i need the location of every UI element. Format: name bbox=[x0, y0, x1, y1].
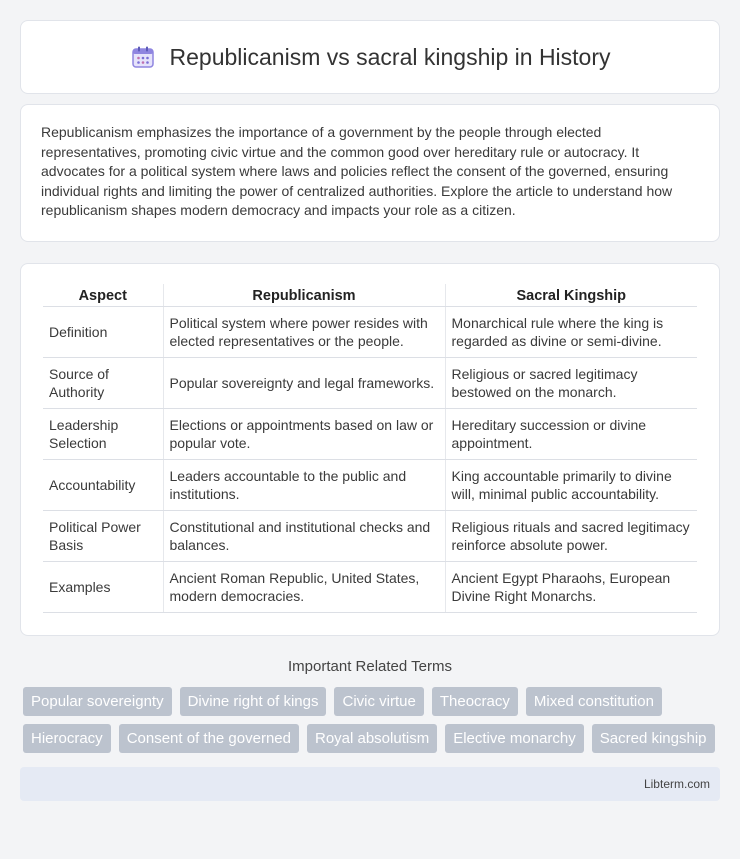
cell-republicanism: Ancient Roman Republic, United States, modern democracies. bbox=[163, 561, 445, 612]
header-sacral-kingship: Sacral Kingship bbox=[445, 284, 697, 307]
intro-paragraph: Republicanism emphasizes the importance of a government by the people through elected representatives, promoting civic virtue and the common good over hereditary rule or autocracy. It advocates for a political system where laws and policies reflect the consent of the governed, ensuring individual rights and limiting the power of centralized authorities. Explore the article to understand how republicanism shapes modern democracy and impacts your role as a citizen. bbox=[41, 124, 673, 219]
table-row bbox=[43, 459, 697, 510]
table-header-row bbox=[43, 284, 697, 307]
table-row bbox=[43, 561, 697, 612]
cell-republicanism: Leaders accountable to the public and institutions. bbox=[163, 459, 445, 510]
related-term-tag[interactable]: Popular sovereignty bbox=[23, 687, 172, 716]
cell-aspect: Source of Authority bbox=[43, 357, 163, 408]
cell-aspect: Definition bbox=[43, 306, 163, 357]
table-row bbox=[43, 357, 697, 408]
related-term-tag[interactable]: Mixed constitution bbox=[526, 687, 662, 716]
related-term-tag[interactable]: Consent of the governed bbox=[119, 724, 299, 753]
cell-sacral-kingship: Monarchical rule where the king is regarded as divine or semi-divine. bbox=[445, 306, 697, 357]
cell-republicanism: Constitutional and institutional checks and balances. bbox=[163, 510, 445, 561]
cell-republicanism: Popular sovereignty and legal frameworks. bbox=[163, 357, 445, 408]
cell-aspect: Accountability bbox=[43, 459, 163, 510]
related-term-tag[interactable]: Civic virtue bbox=[334, 687, 423, 716]
related-terms-list bbox=[20, 687, 720, 753]
cell-sacral-kingship: Religious rituals and sacred legitimacy reinforce absolute power. bbox=[445, 510, 697, 561]
cell-republicanism: Elections or appointments based on law or popular vote. bbox=[163, 408, 445, 459]
related-term-tag[interactable]: Sacred kingship bbox=[592, 724, 715, 753]
cell-aspect: Political Power Basis bbox=[43, 510, 163, 561]
related-term-tag[interactable]: Hierocracy bbox=[23, 724, 111, 753]
cell-aspect: Leadership Selection bbox=[43, 408, 163, 459]
footer bbox=[20, 767, 720, 801]
cell-sacral-kingship: Ancient Egypt Pharaohs, European Divine Right Monarchs. bbox=[445, 561, 697, 612]
related-term-tag[interactable]: Theocracy bbox=[432, 687, 518, 716]
table-row bbox=[43, 510, 697, 561]
related-terms-title: Important Related Terms bbox=[288, 657, 452, 675]
header-republicanism: Republicanism bbox=[163, 284, 445, 307]
header-aspect: Aspect bbox=[43, 284, 163, 307]
intro-card bbox=[20, 104, 720, 242]
comparison-card bbox=[20, 263, 720, 636]
footer-brand[interactable]: Libterm.com bbox=[643, 776, 710, 791]
related-term-tag[interactable]: Divine right of kings bbox=[180, 687, 327, 716]
cell-sacral-kingship: Religious or sacred legitimacy bestowed on the monarch. bbox=[445, 357, 697, 408]
cell-sacral-kingship: King accountable primarily to divine will, minimal public accountability. bbox=[445, 459, 697, 510]
related-term-tag[interactable]: Elective monarchy bbox=[445, 724, 584, 753]
comparison-table bbox=[43, 284, 697, 613]
cell-aspect: Examples bbox=[43, 561, 163, 612]
cell-republicanism: Political system where power resides with elected representatives or the people. bbox=[163, 306, 445, 357]
page-title: Republicanism vs sacral kingship in History bbox=[169, 43, 611, 70]
table-row bbox=[43, 408, 697, 459]
title-card bbox=[20, 20, 720, 94]
table-row bbox=[43, 306, 697, 357]
calendar-icon bbox=[130, 44, 156, 70]
cell-sacral-kingship: Hereditary succession or divine appointment. bbox=[445, 408, 697, 459]
related-term-tag[interactable]: Royal absolutism bbox=[307, 724, 437, 753]
